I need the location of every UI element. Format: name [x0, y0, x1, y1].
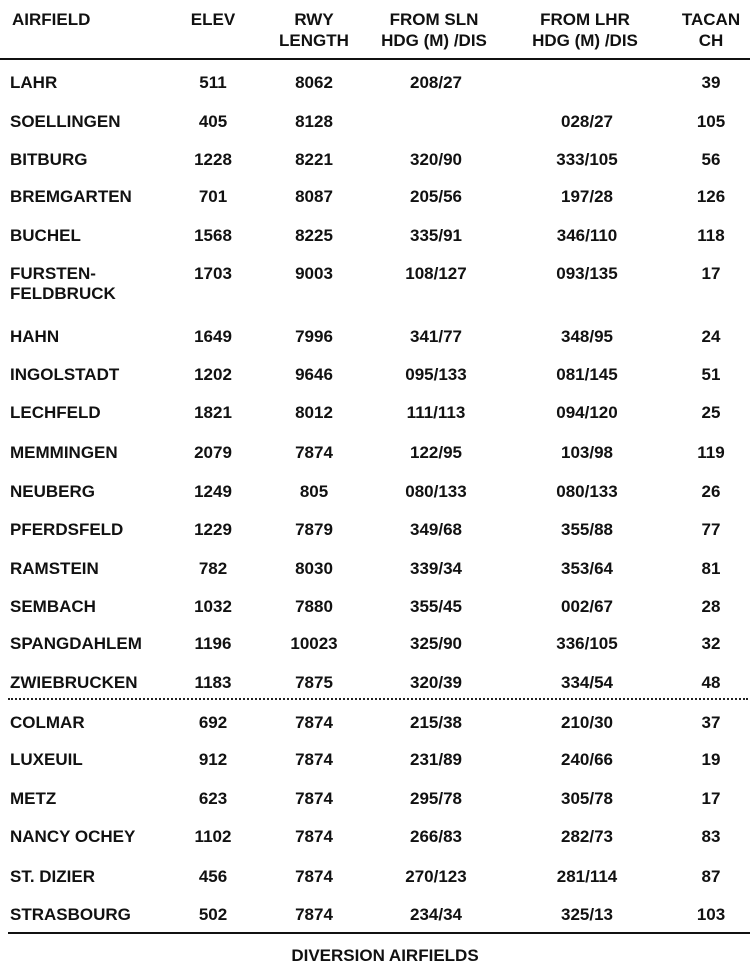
cell-lhr: 240/66 [561, 750, 613, 769]
cell-elev: 912 [198, 750, 228, 769]
table-row [0, 327, 750, 365]
cell-elev: 1821 [194, 403, 232, 422]
header-tacan-ch: TACAN CH [681, 10, 741, 50]
cell-elev: 623 [198, 789, 228, 808]
cell-sln: 325/90 [410, 634, 462, 653]
table-row [0, 226, 750, 264]
cell-elev: 511 [199, 73, 227, 92]
cell-name: BUCHEL [10, 226, 81, 245]
cell-lhr: 333/105 [556, 150, 618, 169]
table-row [0, 713, 750, 751]
cell-rwy: 7874 [295, 867, 333, 886]
cell-name: NANCY OCHEY [10, 827, 136, 846]
cell-tacan: 26 [701, 482, 721, 501]
cell-lhr: 348/95 [561, 327, 613, 346]
cell-name: INGOLSTADT [10, 365, 120, 384]
cell-lhr: 305/78 [561, 789, 613, 808]
cell-elev: 405 [198, 112, 228, 131]
cell-elev: 1703 [194, 264, 232, 283]
cell-tacan: 81 [701, 559, 721, 578]
cell-sln: 320/90 [410, 150, 462, 169]
cell-lhr: 103/98 [561, 443, 613, 462]
cell-rwy: 7874 [295, 905, 333, 924]
cell-tacan: 24 [701, 327, 721, 346]
cell-lhr: 002/67 [561, 597, 613, 616]
cell-sln: 215/38 [410, 713, 462, 732]
table-row [0, 559, 750, 597]
cell-name: METZ [10, 789, 57, 808]
cell-rwy: 9003 [295, 264, 333, 283]
cell-rwy: 7874 [295, 750, 333, 769]
cell-elev: 782 [198, 559, 228, 578]
header-airfield: AIRFIELD [12, 10, 91, 29]
cell-name: STRASBOURG [10, 905, 131, 924]
cell-tacan: 87 [701, 867, 721, 886]
table-row [0, 112, 750, 150]
cell-name: FURSTEN- FELDBRUCK [10, 264, 116, 303]
cell-sln: 208/27 [410, 73, 462, 92]
table-row [0, 634, 750, 672]
cell-lhr: 210/30 [561, 713, 613, 732]
cell-lhr: 281/114 [556, 867, 618, 886]
cell-name: LECHFELD [10, 403, 101, 422]
cell-sln: 270/123 [405, 867, 467, 886]
cell-sln: 122/95 [410, 443, 462, 462]
cell-rwy: 7880 [295, 597, 333, 616]
cell-name: BITBURG [10, 150, 88, 169]
cell-rwy: 7874 [295, 789, 333, 808]
table-row [0, 365, 750, 403]
cell-elev: 456 [198, 867, 228, 886]
cell-name: LAHR [10, 73, 58, 92]
cell-name: ST. DIZIER [10, 867, 96, 886]
cell-name: LUXEUIL [10, 750, 83, 769]
cell-lhr: 336/105 [556, 634, 618, 653]
cell-rwy: 7996 [295, 327, 333, 346]
table-row [0, 482, 750, 520]
table-row [0, 520, 750, 558]
cell-lhr: 094/120 [556, 403, 618, 422]
cell-lhr: 282/73 [561, 827, 613, 846]
table-caption: DIVERSION AIRFIELDS [291, 946, 479, 965]
cell-tacan: 77 [701, 520, 721, 539]
cell-name: SEMBACH [10, 597, 96, 616]
cell-elev: 2079 [194, 443, 232, 462]
cell-rwy: 8221 [295, 150, 333, 169]
table-row [0, 673, 750, 711]
cell-tacan: 48 [701, 673, 721, 692]
cell-rwy: 10023 [290, 634, 338, 653]
cell-lhr: 093/135 [556, 264, 618, 283]
table-row [0, 443, 750, 481]
table-row [0, 597, 750, 635]
cell-elev: 1228 [194, 150, 232, 169]
cell-tacan: 25 [701, 403, 721, 422]
cell-rwy: 7874 [295, 443, 333, 462]
cell-sln: 341/77 [410, 327, 462, 346]
cell-name: RAMSTEIN [10, 559, 99, 578]
cell-sln: 095/133 [405, 365, 467, 384]
table-row [0, 905, 750, 943]
section-divider [8, 698, 748, 700]
cell-lhr: 334/54 [561, 673, 613, 692]
cell-elev: 502 [198, 905, 228, 924]
cell-rwy: 8225 [295, 226, 333, 245]
cell-elev: 1183 [194, 673, 232, 692]
cell-sln: 234/34 [410, 905, 462, 924]
cell-sln: 295/78 [410, 789, 462, 808]
cell-tacan: 83 [701, 827, 721, 846]
table-row [0, 750, 750, 788]
table-row [0, 789, 750, 827]
cell-name: NEUBERG [10, 482, 96, 501]
cell-name: ZWIEBRUCKEN [10, 673, 138, 692]
cell-rwy: 7879 [295, 520, 333, 539]
cell-tacan: 32 [701, 634, 721, 653]
cell-name: SOELLINGEN [10, 112, 121, 131]
cell-elev: 692 [198, 713, 228, 732]
cell-elev: 1649 [194, 327, 232, 346]
cell-tacan: 28 [701, 597, 721, 616]
cell-name: MEMMINGEN [10, 443, 118, 462]
cell-elev: 1202 [194, 365, 232, 384]
cell-elev: 1229 [194, 520, 232, 539]
cell-rwy: 7875 [295, 673, 333, 692]
header-from-sln: FROM SLN HDG (M) /DIS [381, 10, 487, 50]
table-row [0, 150, 750, 188]
cell-sln: 111/113 [406, 403, 466, 422]
cell-rwy: 8012 [295, 403, 333, 422]
table-row [0, 867, 750, 905]
cell-lhr: 080/133 [556, 482, 618, 501]
table-bottom-rule [8, 932, 750, 934]
cell-tacan: 126 [696, 187, 726, 206]
cell-elev: 1249 [194, 482, 232, 501]
cell-tacan: 17 [701, 264, 721, 283]
table-row [0, 187, 750, 225]
cell-rwy: 805 [299, 482, 329, 501]
cell-sln: 080/133 [405, 482, 467, 501]
cell-name: SPANGDAHLEM [10, 634, 142, 653]
table-row [0, 264, 750, 326]
cell-elev: 1196 [194, 634, 232, 653]
cell-tacan: 56 [701, 150, 721, 169]
header-rwy-length: RWY LENGTH [279, 10, 349, 50]
cell-sln: 349/68 [410, 520, 462, 539]
table-row [0, 827, 750, 865]
cell-lhr: 081/145 [556, 365, 618, 384]
cell-sln: 205/56 [410, 187, 462, 206]
cell-tacan: 51 [701, 365, 721, 384]
cell-sln: 108/127 [405, 264, 467, 283]
cell-elev: 1032 [194, 597, 232, 616]
header-from-lhr: FROM LHR HDG (M) /DIS [532, 10, 638, 50]
cell-name: BREMGARTEN [10, 187, 132, 206]
cell-elev: 1568 [194, 226, 232, 245]
cell-tacan: 103 [696, 905, 726, 924]
cell-rwy: 8087 [295, 187, 333, 206]
cell-sln: 320/39 [410, 673, 462, 692]
cell-tacan: 119 [697, 443, 725, 462]
cell-rwy: 9646 [295, 365, 333, 384]
cell-sln: 355/45 [410, 597, 462, 616]
cell-rwy: 7874 [295, 827, 333, 846]
cell-lhr: 325/13 [561, 905, 613, 924]
table-row [0, 403, 750, 441]
header-elev: ELEV [190, 10, 236, 29]
cell-sln: 231/89 [410, 750, 462, 769]
cell-tacan: 17 [701, 789, 721, 808]
cell-sln: 335/91 [410, 226, 462, 245]
cell-name: HAHN [10, 327, 60, 346]
cell-sln: 266/83 [410, 827, 462, 846]
cell-rwy: 8128 [295, 112, 333, 131]
cell-tacan: 39 [701, 73, 721, 92]
cell-lhr: 197/28 [561, 187, 613, 206]
cell-lhr: 355/88 [561, 520, 613, 539]
cell-lhr: 346/110 [556, 226, 618, 245]
cell-rwy: 8062 [295, 73, 333, 92]
header-rule [0, 58, 750, 60]
table-row [0, 73, 750, 111]
cell-elev: 1102 [194, 827, 232, 846]
cell-name: COLMAR [10, 713, 85, 732]
cell-tacan: 19 [701, 750, 721, 769]
cell-rwy: 7874 [295, 713, 333, 732]
cell-name: PFERDSFELD [10, 520, 124, 539]
cell-lhr: 353/64 [561, 559, 613, 578]
cell-rwy: 8030 [295, 559, 333, 578]
cell-elev: 701 [198, 187, 228, 206]
cell-tacan: 37 [701, 713, 721, 732]
cell-tacan: 118 [697, 226, 725, 245]
cell-tacan: 105 [696, 112, 726, 131]
cell-sln: 339/34 [410, 559, 462, 578]
cell-lhr: 028/27 [561, 112, 613, 131]
